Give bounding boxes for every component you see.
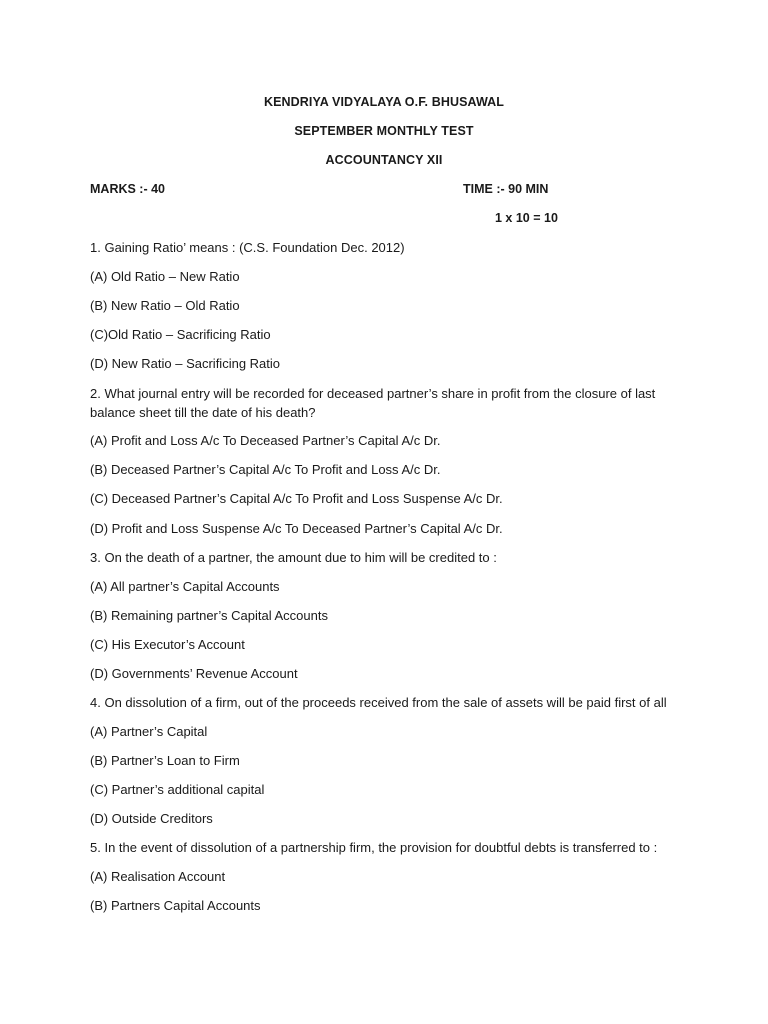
question-2: 2. What journal entry will be recorded for deceased partner’s share in profit from the closure of last balance sheet till the date of his death? bbox=[90, 386, 656, 420]
school-name: KENDRIYA VIDYALAYA O.F. BHUSAWAL bbox=[263, 95, 505, 109]
question-2-option-b: (B) Deceased Partner’s Capital A/c To Profit and Loss A/c Dr. bbox=[90, 462, 441, 477]
question-3-option-c: (C) His Executor’s Account bbox=[90, 637, 245, 652]
question-5-option-b: (B) Partners Capital Accounts bbox=[90, 898, 261, 913]
question-3-option-d: (D) Governments’ Revenue Account bbox=[90, 666, 298, 681]
question-4-option-c: (C) Partner’s additional capital bbox=[90, 782, 265, 797]
time-label: TIME :- 90 MIN bbox=[463, 182, 549, 196]
question-3-option-b: (B) Remaining partner’s Capital Accounts bbox=[90, 608, 328, 623]
marks-label: MARKS :- 40 bbox=[90, 182, 166, 196]
section-marks: 1 x 10 = 10 bbox=[495, 211, 558, 225]
question-1-option-c: (C)Old Ratio – Sacrificing Ratio bbox=[90, 327, 271, 342]
question-1-option-a: (A) Old Ratio – New Ratio bbox=[90, 269, 240, 284]
question-1-option-d: (D) New Ratio – Sacrificing Ratio bbox=[90, 356, 281, 371]
question-1-option-b: (B) New Ratio – Old Ratio bbox=[90, 298, 240, 313]
question-3: 3. On the death of a partner, the amount due to him will be credited to : bbox=[90, 550, 497, 565]
question-4: 4. On dissolution of a firm, out of the proceeds received from the sale of assets will be paid first of all bbox=[90, 695, 667, 710]
question-1: 1. Gaining Ratio’ means : (C.S. Foundation Dec. 2012) bbox=[90, 240, 405, 255]
test-title: SEPTEMBER MONTHLY TEST bbox=[294, 124, 474, 138]
question-2-option-d: (D) Profit and Loss Suspense A/c To Deceased Partner’s Capital A/c Dr. bbox=[90, 521, 503, 536]
question-3-option-a: (A) All partner’s Capital Accounts bbox=[90, 579, 280, 594]
question-2-option-a: (A) Profit and Loss A/c To Deceased Partner’s Capital A/c Dr. bbox=[90, 433, 441, 448]
question-5: 5. In the event of dissolution of a partnership firm, the provision for doubtful debts is transferred to : bbox=[90, 840, 658, 855]
subject-title: ACCOUNTANCY XII bbox=[325, 153, 443, 167]
question-4-option-d: (D) Outside Creditors bbox=[90, 811, 213, 826]
question-2-option-c: (C) Deceased Partner’s Capital A/c To Profit and Loss Suspense A/c Dr. bbox=[90, 491, 503, 506]
question-4-option-a: (A) Partner’s Capital bbox=[90, 724, 208, 739]
question-5-option-a: (A) Realisation Account bbox=[90, 869, 226, 884]
question-4-option-b: (B) Partner’s Loan to Firm bbox=[90, 753, 240, 768]
